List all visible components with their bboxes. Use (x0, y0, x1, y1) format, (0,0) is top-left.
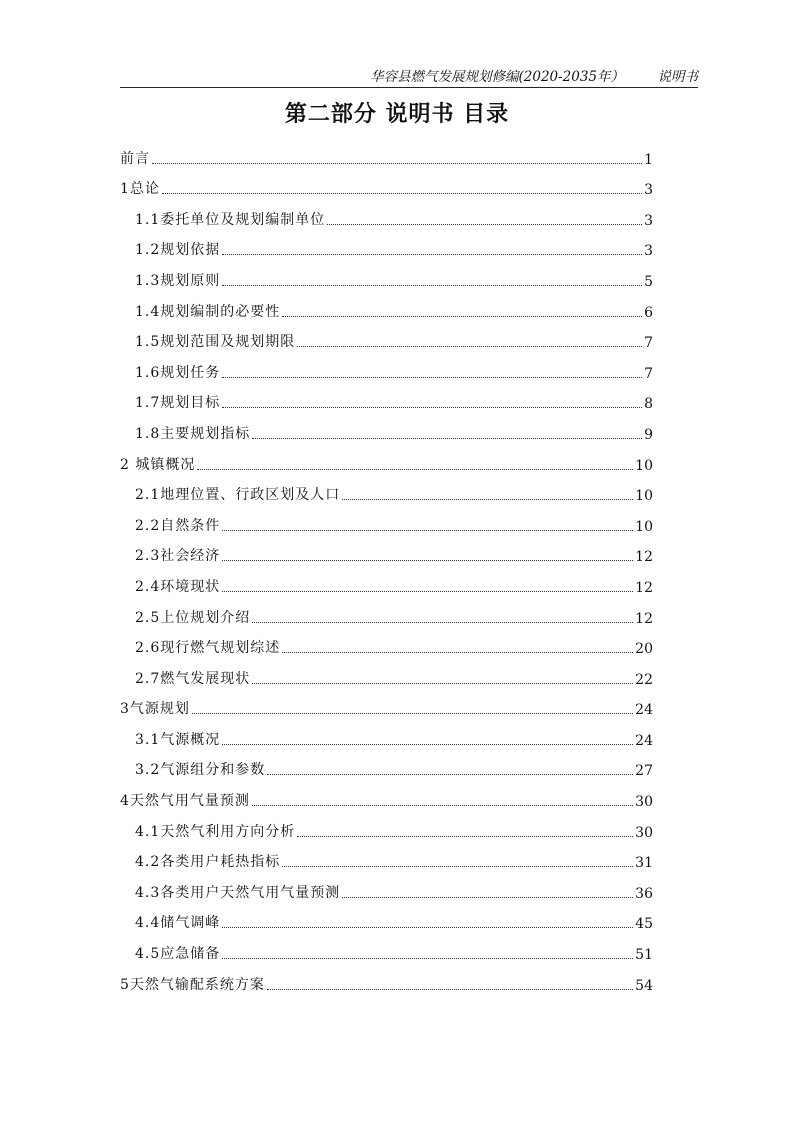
toc-entry[interactable] (120, 198, 653, 229)
toc-entry-label: 4.5应急储备 (135, 946, 221, 963)
toc-entry-label: 2.5上位规划介绍 (135, 609, 251, 626)
toc-entry[interactable] (120, 229, 653, 260)
toc-entry[interactable] (120, 351, 653, 382)
toc-dot-leader (222, 530, 633, 531)
toc-entry[interactable] (120, 810, 653, 841)
toc-dot-leader (282, 866, 633, 867)
toc-dot-leader (222, 285, 642, 286)
toc-entry-page-number: 51 (635, 947, 653, 964)
toc-entry-label: 2.6现行燃气规划综述 (135, 640, 281, 657)
toc-entry-page-number: 24 (635, 702, 653, 719)
toc-dot-leader (267, 989, 633, 990)
toc-entry-label: 4.1天然气利用方向分析 (135, 823, 296, 840)
toc-dot-leader (297, 346, 642, 347)
toc-entry[interactable] (120, 168, 653, 199)
toc-entry[interactable] (120, 841, 653, 872)
toc-entry[interactable] (120, 596, 653, 627)
toc-entry-page-number: 1 (644, 151, 653, 168)
toc-entry-page-number: 8 (644, 396, 653, 413)
header-part-label: 说明书 (657, 69, 698, 85)
toc-entry[interactable] (120, 137, 653, 168)
toc-dot-leader (222, 407, 642, 408)
toc-entry-label: 1.7规划目标 (135, 395, 221, 412)
toc-dot-leader (222, 377, 642, 378)
toc-entry-page-number: 45 (635, 916, 653, 933)
toc-entry-page-number: 3 (644, 212, 653, 229)
toc-entry-page-number: 3 (644, 243, 653, 260)
toc-entry-label: 1.5规划范围及规划期限 (135, 334, 296, 351)
toc-entry-label: 3.1气源概况 (135, 731, 221, 748)
toc-entry[interactable] (120, 963, 653, 994)
toc-dot-leader (162, 193, 642, 194)
toc-entry[interactable] (120, 290, 653, 321)
toc-entry[interactable] (120, 535, 653, 566)
header-document-title: 华容县燃气发展规划修编(2020-2035年） (370, 69, 625, 85)
toc-entry[interactable] (120, 443, 653, 474)
toc-entry[interactable] (120, 321, 653, 352)
toc-entry[interactable] (120, 749, 653, 780)
toc-dot-leader (252, 805, 633, 806)
toc-entry-page-number: 27 (635, 763, 653, 780)
toc-entry-label: 3气源规划 (120, 701, 190, 718)
toc-entry-label: 2.4环境现状 (135, 578, 221, 595)
toc-entry[interactable] (120, 565, 653, 596)
toc-entry[interactable] (120, 718, 653, 749)
toc-dot-leader (282, 316, 642, 317)
toc-entry-page-number: 22 (635, 671, 653, 688)
toc-entry[interactable] (120, 259, 653, 290)
toc-entry-label: 1.1委托单位及规划编制单位 (135, 211, 326, 228)
toc-entry-page-number: 54 (635, 977, 653, 994)
toc-entry-page-number: 31 (635, 855, 653, 872)
toc-entry-label: 1.6规划任务 (135, 364, 221, 381)
toc-dot-leader (297, 836, 633, 837)
toc-entry-label: 1.4规划编制的必要性 (135, 303, 281, 320)
table-of-contents (120, 137, 653, 994)
toc-dot-leader (222, 958, 633, 959)
toc-dot-leader (192, 713, 633, 714)
toc-dot-leader (342, 499, 633, 500)
toc-entry-page-number: 10 (635, 518, 653, 535)
toc-entry-label: 1.3规划原则 (135, 272, 221, 289)
toc-entry[interactable] (120, 627, 653, 658)
toc-entry-page-number: 9 (644, 426, 653, 443)
toc-entry-page-number: 3 (644, 182, 653, 199)
toc-entry[interactable] (120, 779, 653, 810)
toc-entry[interactable] (120, 902, 653, 933)
toc-entry[interactable] (120, 657, 653, 688)
toc-entry-page-number: 36 (635, 885, 653, 902)
toc-dot-leader (222, 744, 633, 745)
page-header (120, 63, 698, 88)
toc-entry[interactable] (120, 932, 653, 963)
toc-dot-leader (342, 897, 633, 898)
toc-entry-page-number: 24 (635, 732, 653, 749)
toc-dot-leader (267, 774, 633, 775)
toc-dot-leader (152, 163, 642, 164)
toc-entry-label: 4.3各类用户天然气用气量预测 (135, 884, 341, 901)
toc-entry-label: 2.2自然条件 (135, 517, 221, 534)
toc-dot-leader (327, 224, 642, 225)
toc-entry-page-number: 12 (635, 549, 653, 566)
toc-dot-leader (252, 438, 642, 439)
toc-entry-label: 前言 (120, 150, 150, 167)
toc-dot-leader (222, 591, 633, 592)
toc-entry-page-number: 7 (644, 365, 653, 382)
toc-entry[interactable] (120, 871, 653, 902)
toc-entry-page-number: 30 (635, 794, 653, 811)
toc-entry[interactable] (120, 504, 653, 535)
toc-entry-label: 1总论 (120, 181, 160, 198)
toc-dot-leader (252, 622, 633, 623)
toc-dot-leader (197, 469, 633, 470)
toc-dot-leader (222, 927, 633, 928)
toc-dot-leader (222, 560, 633, 561)
toc-entry-page-number: 12 (635, 610, 653, 627)
toc-entry-page-number: 20 (635, 641, 653, 658)
toc-entry-label: 4天然气用气量预测 (120, 793, 250, 810)
toc-entry-label: 3.2气源组分和参数 (135, 762, 266, 779)
toc-entry[interactable] (120, 474, 653, 505)
toc-dot-leader (282, 652, 633, 653)
toc-entry-page-number: 12 (635, 579, 653, 596)
toc-entry-label: 4.4储气调峰 (135, 915, 221, 932)
toc-entry[interactable] (120, 688, 653, 719)
toc-entry-page-number: 10 (635, 488, 653, 505)
toc-entry-label: 2.7燃气发展现状 (135, 670, 251, 687)
toc-entry-page-number: 10 (635, 457, 653, 474)
toc-entry[interactable] (120, 382, 653, 413)
toc-entry-label: 4.2各类用户耗热指标 (135, 854, 281, 871)
page-title: 第二部分 说明书 目录 (284, 102, 510, 127)
toc-entry-label: 1.2规划依据 (135, 242, 221, 259)
toc-entry-page-number: 30 (635, 824, 653, 841)
toc-dot-leader (222, 254, 642, 255)
toc-entry-label: 2.1地理位置、行政区划及人口 (135, 487, 341, 504)
toc-entry-label: 1.8主要规划指标 (135, 425, 251, 442)
toc-entry-page-number: 6 (644, 304, 653, 321)
toc-entry-page-number: 7 (644, 335, 653, 352)
toc-entry-label: 2.3社会经济 (135, 548, 221, 565)
toc-dot-leader (252, 683, 633, 684)
toc-entry-page-number: 5 (644, 273, 653, 290)
toc-entry[interactable] (120, 412, 653, 443)
toc-entry-label: 2 城镇概况 (120, 456, 196, 473)
toc-entry-label: 5天然气输配系统方案 (120, 976, 265, 993)
